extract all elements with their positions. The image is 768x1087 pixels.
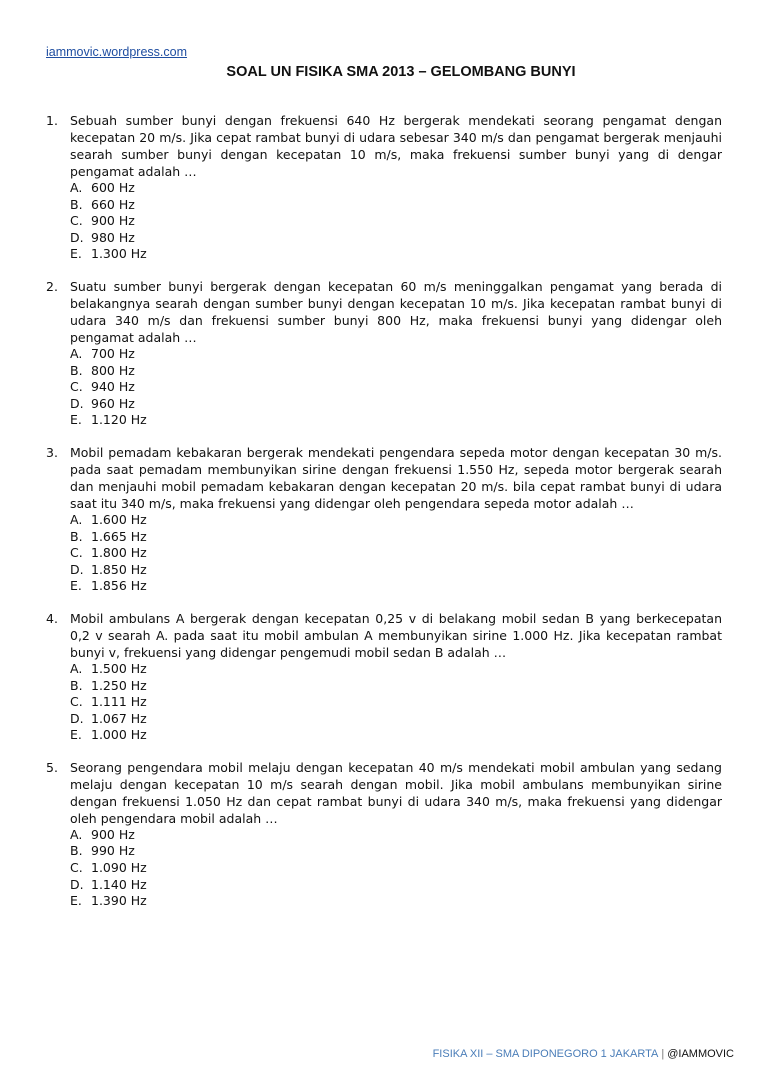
question-text: Suatu sumber bunyi bergerak dengan kecepatan 60 m/s meninggalkan pengamat yang berada di belakangnya searah dengan sumber bunyi dengan kecepatan 10 m/s. Jika kecepatan rambat bunyi di udara 340 m/s dan frekuensi sumber bunyi 800 Hz, maka frekuensi bunyi yang didengar oleh pengamat adalah … — [70, 278, 722, 345]
question-3 — [46, 444, 722, 595]
question-5 — [46, 759, 722, 910]
option-letter: E. — [70, 893, 82, 909]
answer-option — [70, 180, 722, 197]
question-number: 1. — [46, 113, 58, 128]
option-letter: B. — [70, 528, 83, 544]
answer-option — [70, 529, 722, 546]
option-text: 660 Hz — [91, 196, 135, 212]
answer-option — [70, 827, 722, 844]
question-1 — [46, 112, 722, 263]
answer-option — [70, 363, 722, 380]
answer-option — [70, 562, 722, 579]
question-number: 2. — [46, 278, 58, 294]
option-text: 990 Hz — [91, 843, 135, 859]
answer-option — [70, 727, 722, 744]
question-number: 5. — [46, 759, 58, 775]
answer-option — [70, 412, 722, 429]
option-text: 1.090 Hz — [91, 860, 147, 876]
answer-option — [70, 893, 722, 910]
option-text: 1.850 Hz — [91, 561, 147, 577]
option-text: 600 Hz — [91, 180, 135, 195]
option-letter: E. — [70, 727, 82, 743]
footer-handle: @IAMMOVIC — [667, 1048, 734, 1060]
option-letter: B. — [70, 677, 83, 693]
option-letter: C. — [70, 545, 83, 561]
option-letter: C. — [70, 379, 83, 395]
option-text: 1.000 Hz — [91, 727, 147, 743]
question-text: Sebuah sumber bunyi dengan frekuensi 640 Hz bergerak mendekati seorang pengamat dengan kecepatan 20 m/s. Jika cepat rambat bunyi di udara sebesar 340 m/s dan pengamat bergerak menjauhi searah sumber bunyi dengan kecepatan 10 m/s, maka frekuensi sumber bunyi yang di dengar pengamat adalah … — [70, 113, 722, 179]
option-letter: C. — [70, 694, 83, 710]
question-text: Mobil ambulans A bergerak dengan kecepatan 0,25 v di belakang mobil sedan B yang berkecepatan 0,2 v searah A. pada saat itu mobil ambulan A membunyikan sirine 1.000 Hz. Jika kecepatan rambat bunyi v, frekuensi yang didengar pengemudi mobil sedan B adalah … — [70, 610, 722, 660]
page-footer — [433, 1048, 734, 1060]
option-text: 1.856 Hz — [91, 578, 147, 594]
option-text: 1.800 Hz — [91, 545, 147, 561]
answer-option — [70, 578, 722, 595]
option-letter: C. — [70, 213, 83, 229]
answer-option — [70, 860, 722, 877]
option-letter: B. — [70, 843, 83, 859]
answer-options — [70, 180, 722, 263]
answer-option — [70, 711, 722, 728]
option-letter: E. — [70, 412, 82, 428]
option-text: 1.250 Hz — [91, 677, 147, 693]
option-text: 1.120 Hz — [91, 412, 147, 428]
option-letter: E. — [70, 578, 82, 594]
document-title: SOAL UN FISIKA SMA 2013 – GELOMBANG BUNYI — [226, 64, 576, 80]
answer-options — [70, 661, 722, 744]
answer-option — [70, 877, 722, 894]
option-text: 900 Hz — [91, 826, 135, 842]
option-text: 960 Hz — [91, 395, 135, 411]
question-4 — [46, 610, 722, 744]
option-letter: E. — [70, 246, 82, 262]
option-text: 1.140 Hz — [91, 876, 147, 892]
option-text: 1.067 Hz — [91, 710, 147, 726]
answer-options — [70, 346, 722, 429]
option-text: 700 Hz — [91, 345, 135, 361]
option-letter: A. — [70, 511, 83, 527]
answer-options — [70, 512, 722, 595]
option-text: 1.500 Hz — [91, 660, 147, 676]
question-text: Mobil pemadam kebakaran bergerak mendekati pengendara sepeda motor dengan kecepatan 30 m/s. pada saat pemadam membunyikan sirine dengan frekuensi 1.550 Hz, sepeda motor bergerak searah dan menjauhi mobil pemadam kebakaran dengan kecepatan 20 m/s. bila cepat rambat bunyi di udara saat itu 340 m/s, maka frekuensi yang didengar oleh pengendara sepeda motor adalah … — [70, 444, 722, 511]
option-letter: D. — [70, 876, 84, 892]
answer-option — [70, 512, 722, 529]
answer-option — [70, 661, 722, 678]
option-text: 980 Hz — [91, 229, 135, 245]
option-text: 900 Hz — [91, 213, 135, 229]
option-text: 1.390 Hz — [91, 893, 147, 909]
option-letter: A. — [70, 826, 83, 842]
answer-option — [70, 379, 722, 396]
answer-option — [70, 694, 722, 711]
option-letter: B. — [70, 362, 83, 378]
footer-course: FISIKA XII – SMA DIPONEGORO 1 JAKARTA — [432, 1048, 659, 1060]
answer-option — [70, 197, 722, 214]
answer-option — [70, 246, 722, 263]
question-number: 4. — [46, 610, 58, 626]
answer-option — [70, 396, 722, 413]
question-number: 3. — [46, 444, 58, 460]
question-2 — [46, 278, 722, 429]
answer-option — [70, 213, 722, 230]
option-letter: B. — [70, 196, 83, 212]
option-letter: D. — [70, 561, 84, 577]
option-text: 800 Hz — [91, 362, 135, 378]
question-list — [46, 112, 722, 925]
option-text: 1.300 Hz — [91, 246, 147, 262]
option-text: 1.111 Hz — [91, 694, 147, 710]
option-letter: D. — [70, 710, 84, 726]
answer-option — [70, 346, 722, 363]
answer-option — [70, 843, 722, 860]
option-text: 1.600 Hz — [91, 511, 147, 527]
option-letter: D. — [70, 395, 84, 411]
site-link[interactable]: iammovic.wordpress.com — [46, 45, 188, 59]
footer-separator: | — [661, 1048, 665, 1060]
answer-options — [70, 827, 722, 910]
option-letter: C. — [70, 860, 83, 876]
answer-option — [70, 678, 722, 695]
option-letter: A. — [70, 180, 83, 195]
option-text: 1.665 Hz — [91, 528, 147, 544]
answer-option — [70, 230, 722, 247]
question-text: Seorang pengendara mobil melaju dengan kecepatan 40 m/s mendekati mobil ambulan yang sedang melaju dengan kecepatan 10 m/s searah dengan mobil. Jika mobil ambulans membunyikan sirine dengan frekuensi 1.050 Hz dan cepat rambat bunyi di udara 340 m/s, maka frekuensi yang didengar oleh pengendara mobil adalah … — [70, 759, 722, 826]
option-letter: A. — [70, 660, 83, 676]
answer-option — [70, 545, 722, 562]
option-text: 940 Hz — [91, 379, 135, 395]
option-letter: D. — [70, 229, 84, 245]
option-letter: A. — [70, 345, 83, 361]
